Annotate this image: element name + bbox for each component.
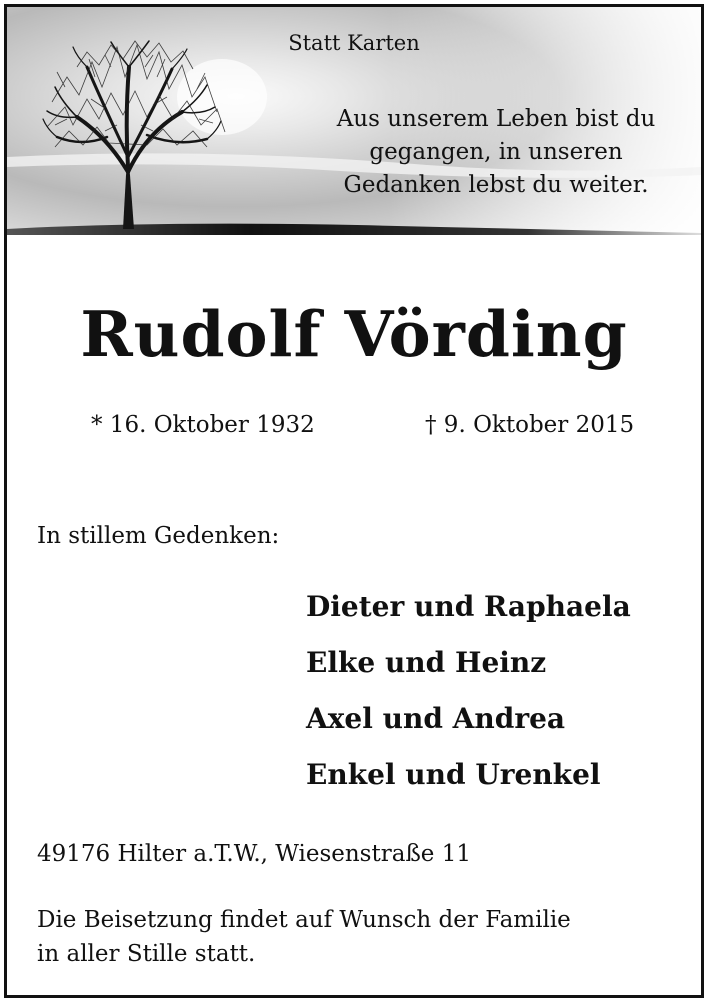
- deceased-name: Rudolf Vörding: [80, 297, 628, 371]
- family-address: 49176 Hilter a.T.W., Wiesenstraße 11: [37, 841, 471, 867]
- notice-line: in aller Stille statt.: [37, 941, 256, 967]
- motto-line: Aus unserem Leben bist du: [336, 106, 656, 132]
- motto-line: Gedanken lebst du weiter.: [343, 172, 649, 198]
- mourners-list: [306, 579, 631, 803]
- header-banner: [7, 7, 701, 243]
- burial-notice: [37, 903, 571, 971]
- mourner-name: Enkel und Urenkel: [306, 758, 601, 791]
- mourner-name: Axel und Andrea: [306, 702, 566, 735]
- statt-karten-label: Statt Karten: [288, 31, 420, 55]
- obituary-card: [4, 4, 704, 998]
- birth-date: * 16. Oktober 1932: [91, 412, 315, 438]
- motto-line: gegangen, in unseren: [369, 139, 623, 165]
- mourners-intro: In stillem Gedenken:: [37, 523, 280, 549]
- mourner-name: Elke und Heinz: [306, 646, 547, 679]
- mourner-name: Dieter und Raphaela: [306, 590, 631, 623]
- death-date: † 9. Oktober 2015: [425, 412, 635, 438]
- memorial-motto: [316, 103, 676, 202]
- notice-line: Die Beisetzung findet auf Wunsch der Familie: [37, 907, 571, 933]
